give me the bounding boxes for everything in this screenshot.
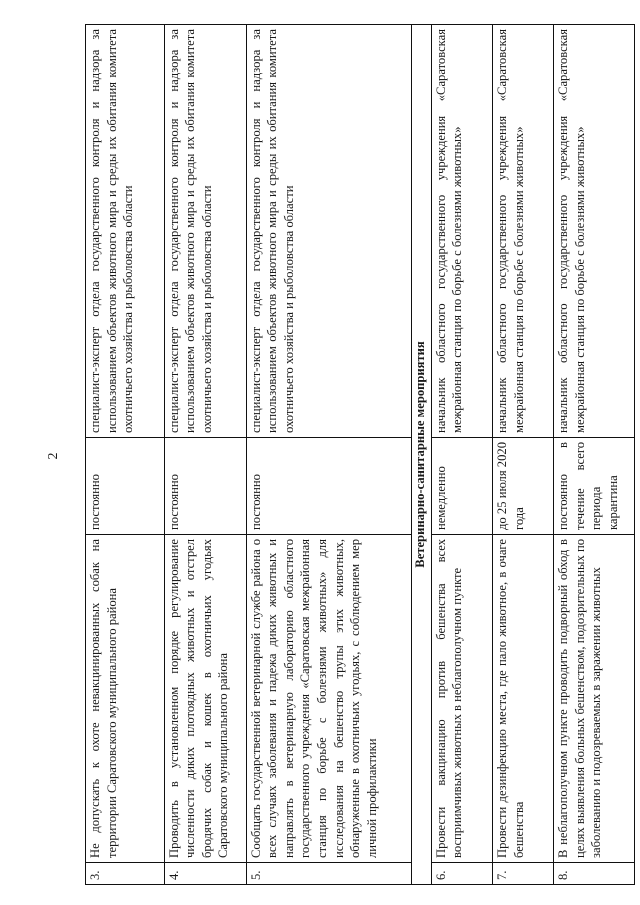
responsible-party: специалист-эксперт отдела государственного контроля и надзора за использованием объектов животного мира и среды их обитания комитета охотничьего хозяйства и рыболовства области	[86, 25, 165, 438]
table-row	[246, 25, 411, 885]
responsible-party: начальник областного государственного учреждения «Саратовская межрайонная станция по борьбе с болезнями животных»	[493, 25, 554, 438]
responsible-party: специалист-эксперт отдела государственного контроля и надзора за использованием объектов животного мира и среды их обитания комитета охотничьего хозяйства и рыболовства области	[246, 25, 411, 438]
measure-text: Провести дезинфекцию места, где пало животное, в очаге бешенства	[493, 535, 554, 863]
measure-text: Провести вакцинацию против бешенства всех восприимчивых животных в неблагополучном пункте	[431, 535, 493, 863]
row-number: 7.	[493, 863, 554, 885]
responsible-party: начальник областного государственного учреждения «Саратовская межрайонная станция по борьбе с болезнями животных»	[431, 25, 493, 438]
deadline: постоянно	[86, 438, 165, 535]
responsible-party: начальник областного государственного учреждения «Саратовская межрайонная станция по борьбе с болезнями животных»	[554, 25, 635, 438]
row-number: 8.	[554, 863, 635, 885]
row-number: 6.	[431, 863, 493, 885]
deadline: постоянно в течение всего периода карантина	[554, 438, 635, 535]
section-header-row	[411, 25, 431, 885]
responsible-party: специалист-эксперт отдела государственного контроля и надзора за использованием объектов животного мира и среды их обитания комитета охотничьего хозяйства и рыболовства области	[164, 25, 246, 438]
page-number: 2	[46, 452, 61, 460]
measures-table	[85, 24, 635, 885]
measure-text: Не допускать к охоте невакцинированных собак на территории Саратовского муниципального района	[86, 535, 165, 863]
table-row	[86, 25, 165, 885]
table-row	[554, 25, 635, 885]
deadline: постоянно	[246, 438, 411, 535]
table-row	[493, 25, 554, 885]
deadline: до 25 июля 2020 года	[493, 438, 554, 535]
measure-text: Сообщать государственной ветеринарной службе района о всех случаях заболевания и падежа диких животных и направлять в ветеринарную лабораторию областного государственного учреждения «Саратовская межрайонная станция по борьбе с болезнями животных» для исследования на бешенство трупы этих животных, обнаруженные в охотничьих угодьях, с соблюдением мер личной профилактики	[246, 535, 411, 863]
deadline: немедленно	[431, 438, 493, 535]
row-number: 5.	[246, 863, 411, 885]
measure-text: Проводить в установленном порядке регулирование численности диких плотоядных животных и отстрел бродячих собак и кошек в охотничьих угодьях Саратовского муниципального района	[164, 535, 246, 863]
table-row	[431, 25, 493, 885]
row-number: 4.	[164, 863, 246, 885]
row-number: 3.	[86, 863, 165, 885]
rotated-document-body	[85, 25, 635, 885]
deadline: постоянно	[164, 438, 246, 535]
table-row	[164, 25, 246, 885]
section-title: Ветеринарно-санитарные мероприятия	[411, 25, 431, 885]
measure-text: В неблагополучном пункте проводить подворный обход в целях выявления больных бешенством, подозрительных по заболеванию и подозреваемых в заражении животных	[554, 535, 635, 863]
